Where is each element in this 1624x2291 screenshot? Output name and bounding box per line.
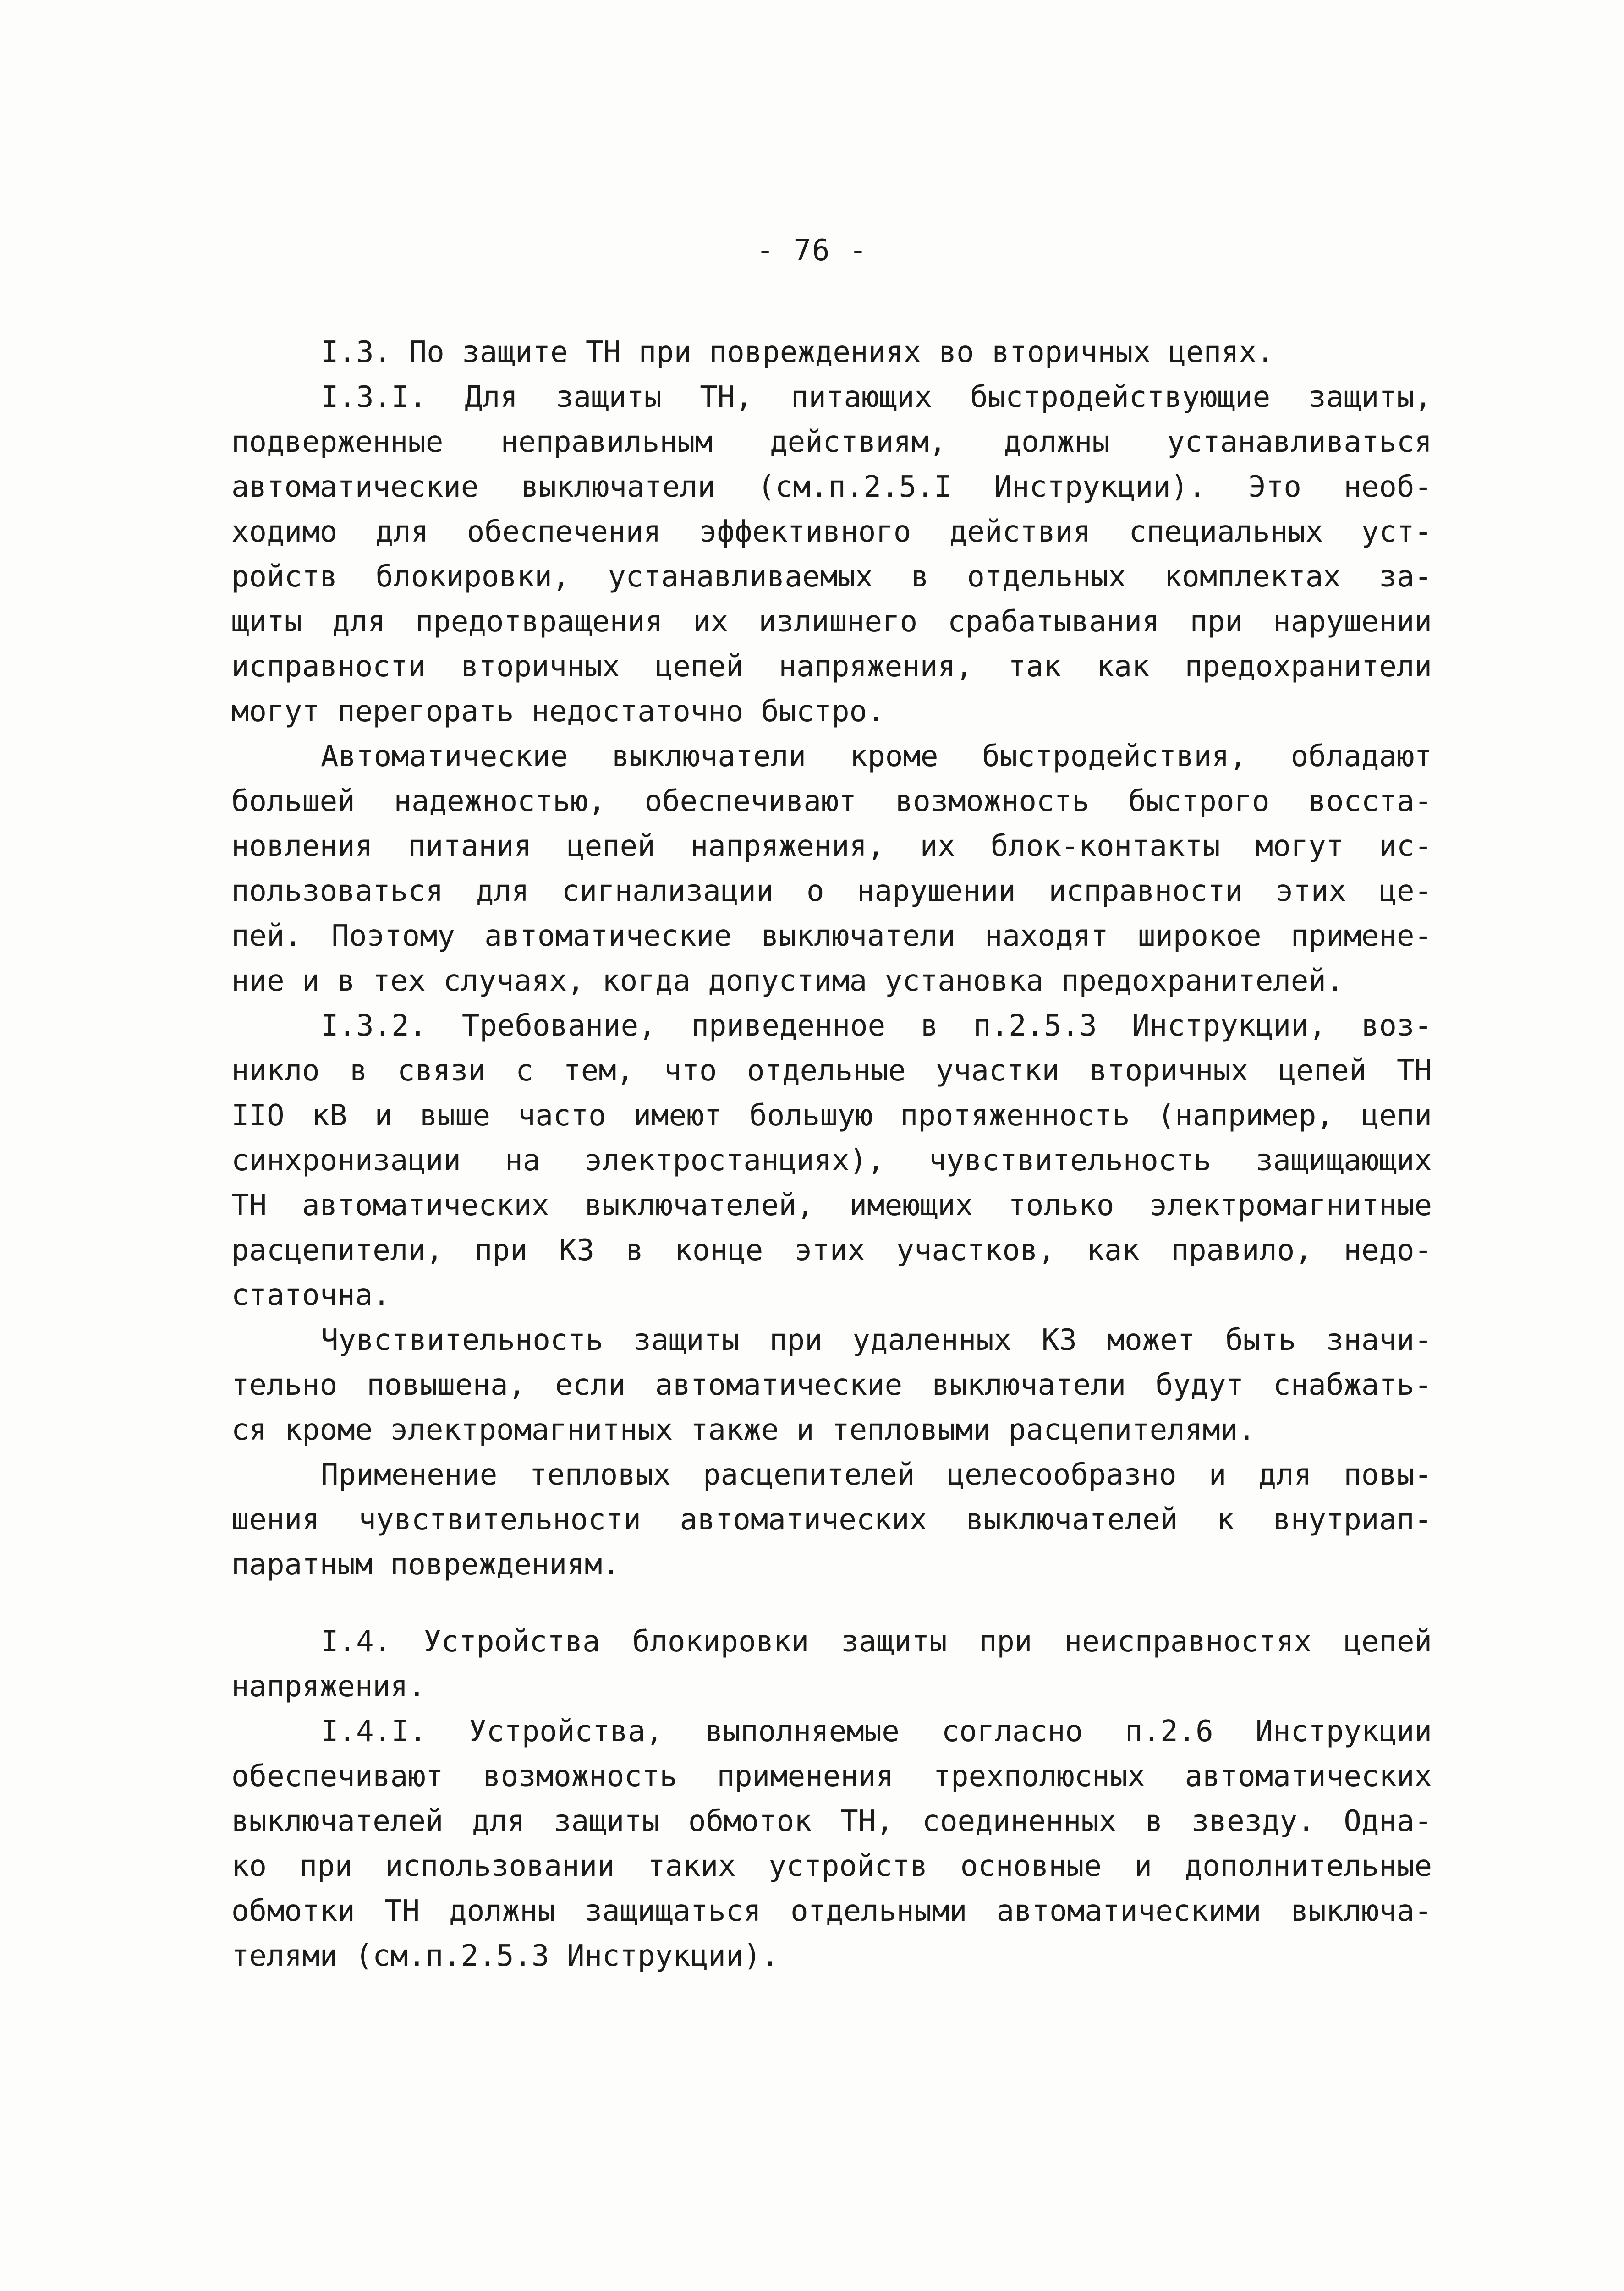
section [231,330,1432,1587]
text-line: автоматические выключатели (см.п.2.5.I Инструкции). Это необ- [231,470,1432,504]
text-line: ройств блокировки, устанавливаемых в отдельных комплектах за- [231,560,1432,594]
paragraph [231,1709,1432,1979]
paragraph [231,1452,1432,1587]
text-line: исправности вторичных цепей напряжения, так как предохранители [231,650,1432,684]
text-line: I.3.2. Требование, приведенное в п.2.5.3 Инструкции, воз- [321,1009,1432,1043]
paragraph [231,1318,1432,1452]
text-line: телями (см.п.2.5.3 Инструкции). [231,1939,779,1973]
text-line: ние и в тех случаях, когда допустима установка предохранителей. [231,964,1344,998]
text-line: ходимо для обеспечения эффективного действия специальных уст- [231,515,1432,549]
text-line: I.4.I. Устройства, выполняемые согласно п.2.6 Инструкции [321,1715,1432,1748]
document-body [231,330,1432,1979]
paragraph [231,375,1432,734]
text-line: пей. Поэтому автоматические выключатели находят широкое примене- [231,919,1432,953]
text-line: статочна. [231,1278,390,1312]
text-line: Чувствительность защиты при удаленных КЗ может быть значи- [321,1323,1432,1357]
text-line: I.3. По защите ТН при повреждениях во вторичных цепях. [321,335,1274,369]
text-line: пользоваться для сигнализации о нарушении исправности этих це- [231,874,1432,908]
page-number: - 76 - [756,234,868,268]
text-line: I.3.I. Для защиты ТН, питающих быстродействующие защиты, [321,380,1432,414]
text-line: шения чувствительности автоматических выключателей к внутриап- [231,1503,1432,1537]
text-line: ся кроме электромагнитных также и тепловыми расцепителями. [231,1413,1256,1447]
text-line: расцепители, при КЗ в конце этих участков, как правило, недо- [231,1233,1432,1267]
text-line: могут перегорать недостаточно быстро. [231,695,885,729]
text-line: обеспечивают возможность применения трехполюсных автоматических [231,1759,1432,1793]
paragraph [231,1003,1432,1318]
text-line: выключателей для защиты обмоток ТН, соединенных в звезду. Одна- [231,1804,1432,1838]
text-line: синхронизации на электростанциях), чувствительность защищающих [231,1144,1432,1178]
text-line: Автоматические выключатели кроме быстродействия, обладают [321,740,1432,773]
text-line: IIО кВ и выше часто имеют большую протяженность (например, цепи [231,1099,1432,1133]
text-line: подверженные неправильным действиям, должны устанавливаться [231,425,1432,459]
text-line: щиты для предотвращения их излишнего срабатывания при нарушении [231,605,1432,639]
paragraph [231,1619,1432,1709]
text-line: новления питания цепей напряжения, их блок-контакты могут ис- [231,829,1432,863]
text-line: напряжения. [231,1670,426,1704]
section-gap [231,1587,1432,1619]
text-line: никло в связи с тем, что отдельные участки вторичных цепей ТН [231,1054,1432,1088]
text-line: обмотки ТН должны защищаться отдельными автоматическими выключа- [231,1894,1432,1928]
paragraph [231,734,1432,1003]
text-line: тельно повышена, если автоматические выключатели будут снабжать- [231,1368,1432,1402]
paragraph [231,330,1432,375]
text-line: большей надежностью, обеспечивают возможность быстрого восста- [231,784,1432,818]
text-line: ко при использовании таких устройств основные и дополнительные [231,1849,1432,1883]
text-line: Применение тепловых расцепителей целесообразно и для повы- [321,1458,1432,1492]
section [231,1619,1432,1979]
text-line: I.4. Устройства блокировки защиты при неисправностях цепей [321,1625,1432,1659]
text-line: ТН автоматических выключателей, имеющих только электромагнитные [231,1189,1432,1222]
text-line: паратным повреждениям. [231,1548,620,1582]
